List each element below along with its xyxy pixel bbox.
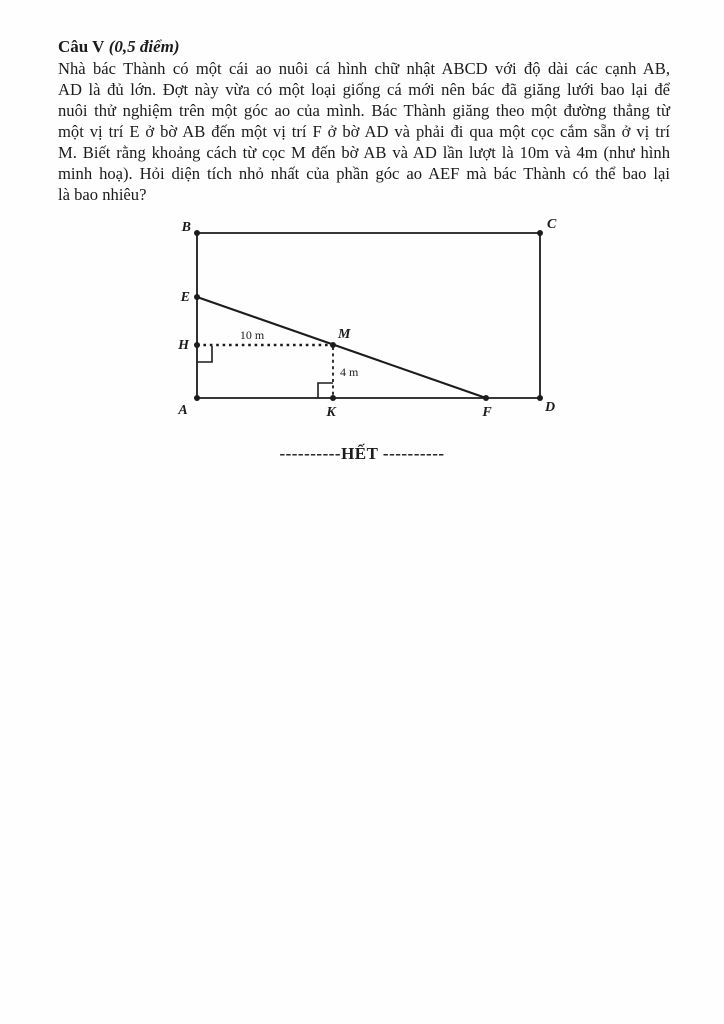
point-dot-D [537,395,543,401]
point-dot-F [483,395,489,401]
label-E: E [180,290,190,305]
problem-statement [58,36,670,205]
point-dot-M [330,342,336,348]
text-line: AD là đủ lớn. Đợt này vừa có một loại giống cá mới nên bác đã giăng lưới bao lại để [58,80,670,99]
label-B: B [181,220,191,235]
label-A: A [178,403,188,418]
label-K: K [326,405,336,420]
text-line: một vị trí E ở bờ AB đến một vị trí F ở bờ AD và phải đi qua một cọc cắm sẵn ở vị trí [58,122,670,141]
dimension-MK-label: 4 m [340,365,359,379]
label-H: H [178,338,189,353]
text-line: là bao nhiêu? [58,185,147,204]
right-angle-mark-K [318,383,333,398]
text-line: minh hoạ). Hỏi diện tích nhỏ nhất của phần góc ao AEF mà bác Thành có thể bao lại [58,164,670,183]
point-dot-A [194,395,200,401]
geometry-diagram [168,210,568,422]
dimension-HM-label: 10 m [239,328,265,342]
point-dot-H [194,342,200,348]
point-dot-E [194,294,200,300]
point-dot-K [330,395,336,401]
label-C: C [547,217,557,232]
text-line: M. Biết rằng khoảng cách từ cọc M đến bờ AB và AD lần lượt là 10m và 4m (như hình [58,143,670,162]
right-angle-mark-H [197,346,212,362]
segment-EF [197,297,486,398]
point-dot-C [537,230,543,236]
text-line: Nhà bác Thành có một cái ao nuôi cá hình chữ nhật ABCD với độ dài các cạnh AB, [58,59,670,78]
label-M: M [338,327,351,342]
question-heading [58,36,670,58]
label-D: D [545,400,556,415]
label-F: F [482,405,492,420]
question-number: Câu V [58,37,105,56]
end-marker: ----------HẾT ---------- [279,444,445,463]
question-points: (0,5 điểm) [108,37,180,56]
point-dot-B [194,230,200,236]
text-line: nuôi thử nghiệm trên một góc ao của mình. Bác Thành giăng theo một đường thẳng từ [58,101,670,120]
